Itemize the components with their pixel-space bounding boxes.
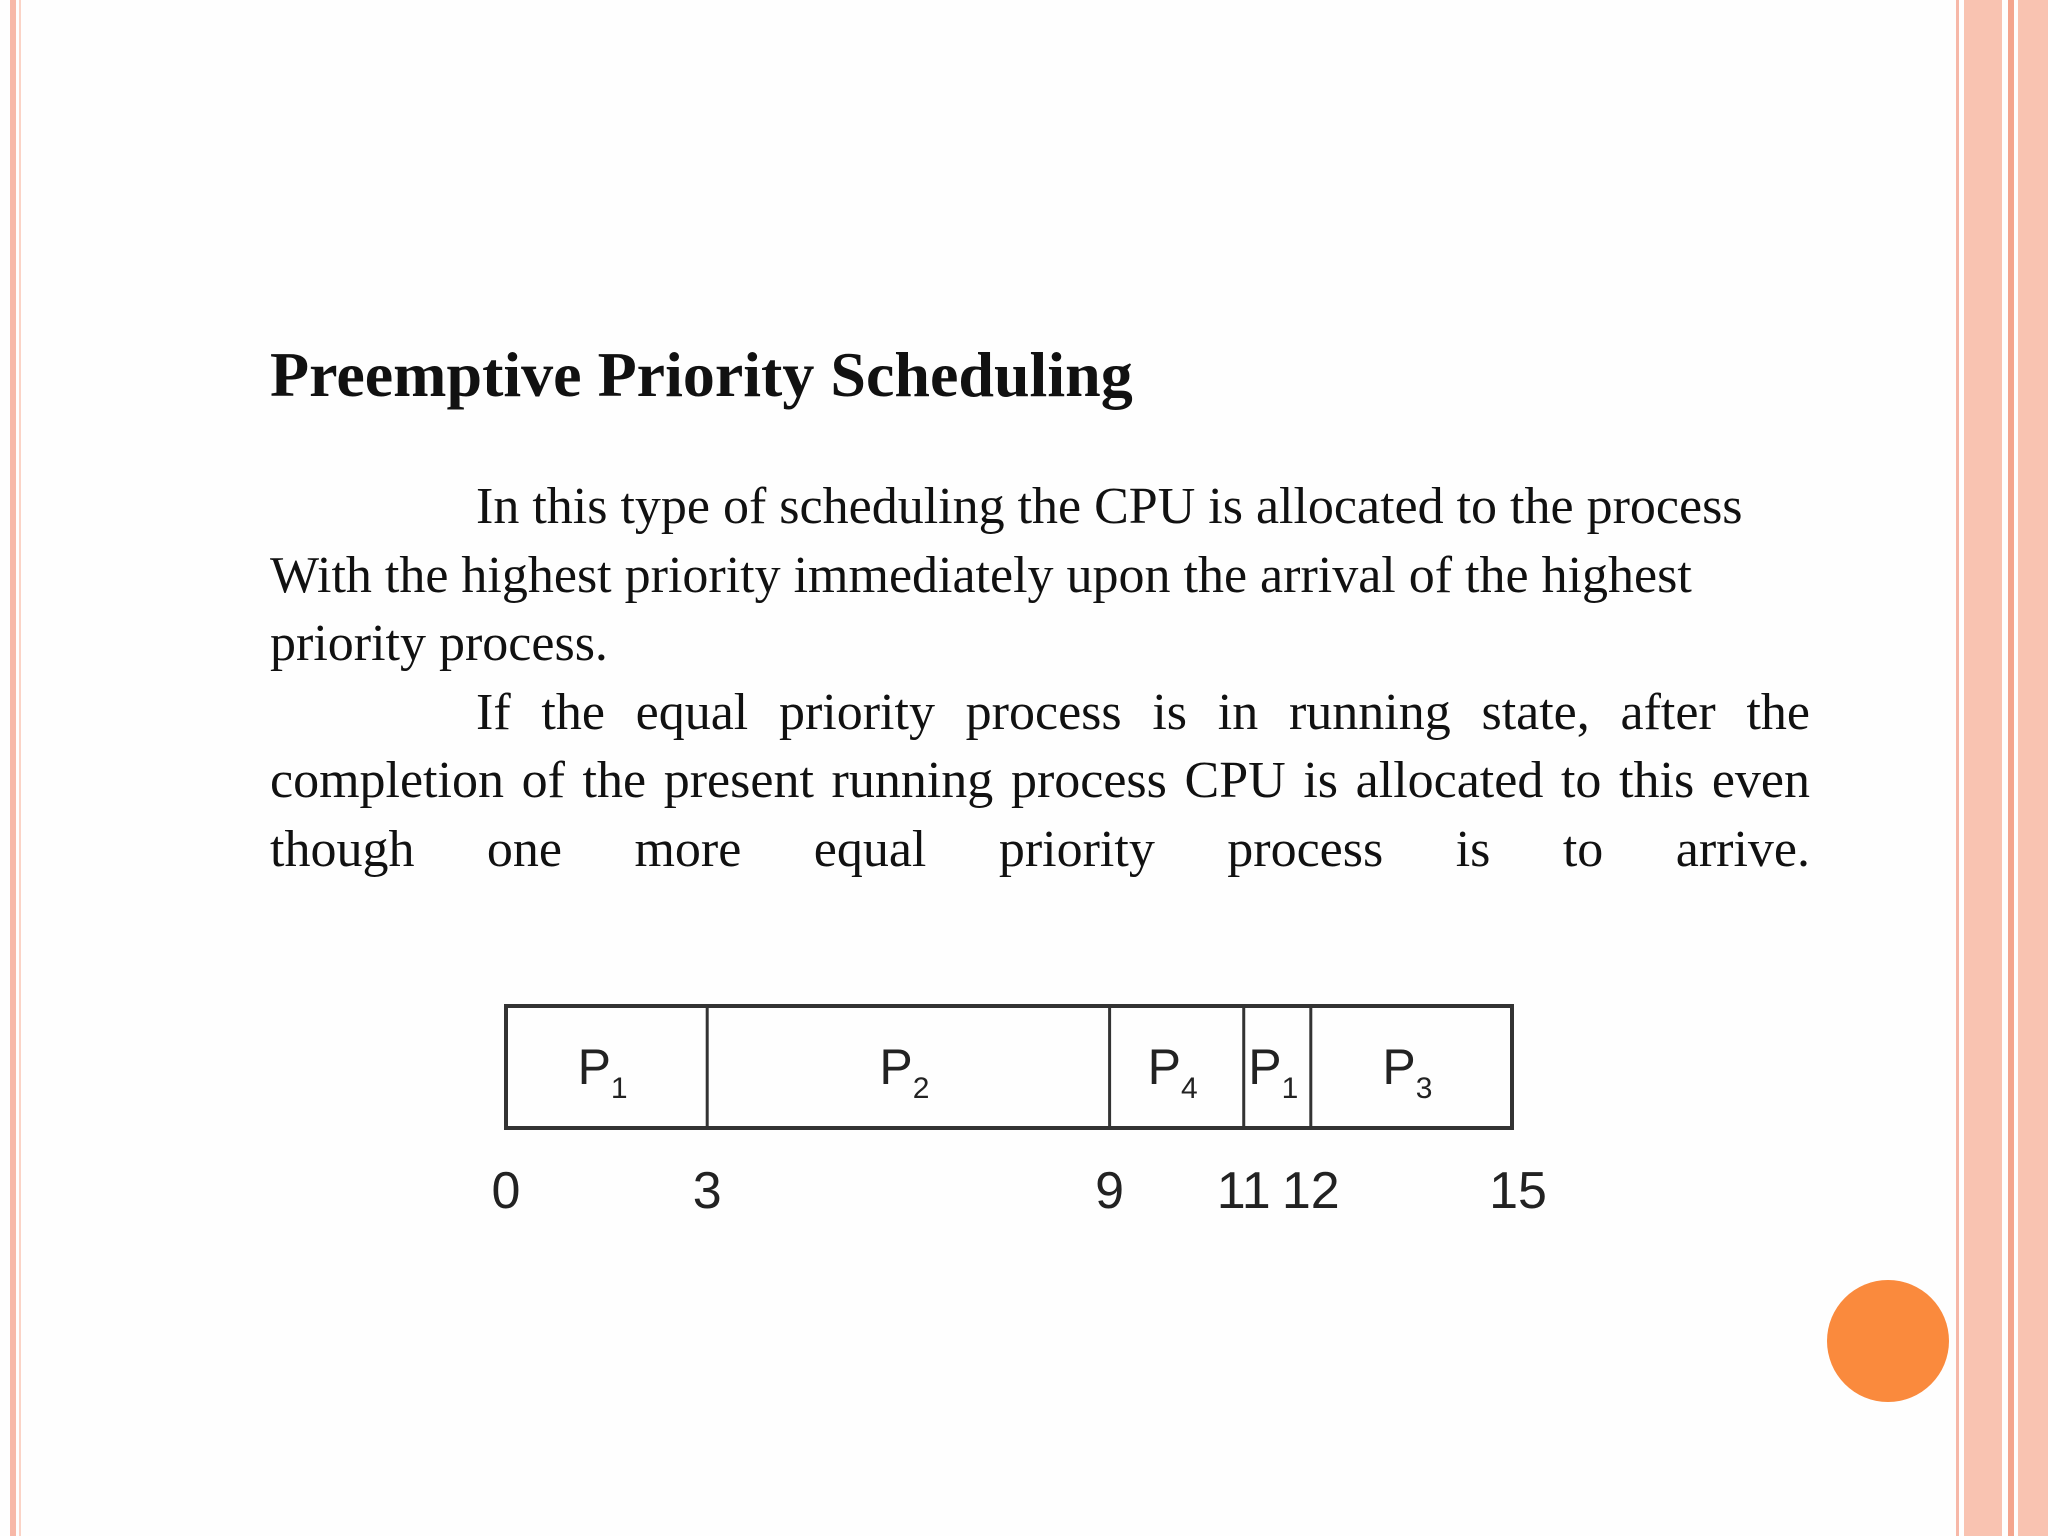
accent-circle xyxy=(1827,1280,1949,1402)
gantt-segment-label: $P_2$ xyxy=(879,1039,930,1105)
gantt-tick-label: 0 xyxy=(491,1162,521,1220)
gantt-segment-label: $P_1$ xyxy=(1248,1039,1299,1105)
paragraph-1: In this type of scheduling the CPU is allocated to the process With the highest priority immediately upon the arrival of the highest priority process. xyxy=(270,478,1743,672)
gantt-tick-label: 11 xyxy=(1216,1162,1271,1220)
gantt-segment-label: $P_1$ xyxy=(577,1039,628,1105)
gantt-segment-label: $P_3$ xyxy=(1382,1039,1433,1105)
gantt-tick-label: 15 xyxy=(1489,1162,1547,1220)
paragraph-2: If the equal priority process is in running state, after the completion of the present running process CPU is allocated to this even though one more equal priority process is to arrive. xyxy=(270,683,1810,878)
gantt-tick-label: 3 xyxy=(692,1162,722,1220)
gantt-outline xyxy=(506,1006,1512,1128)
slide-title: Preemptive Priority Scheduling xyxy=(270,339,1133,410)
gantt-tick-label: 12 xyxy=(1281,1162,1340,1220)
gantt-tick-label: 9 xyxy=(1095,1162,1125,1220)
gantt-segment-label: $P_4$ xyxy=(1147,1039,1198,1105)
